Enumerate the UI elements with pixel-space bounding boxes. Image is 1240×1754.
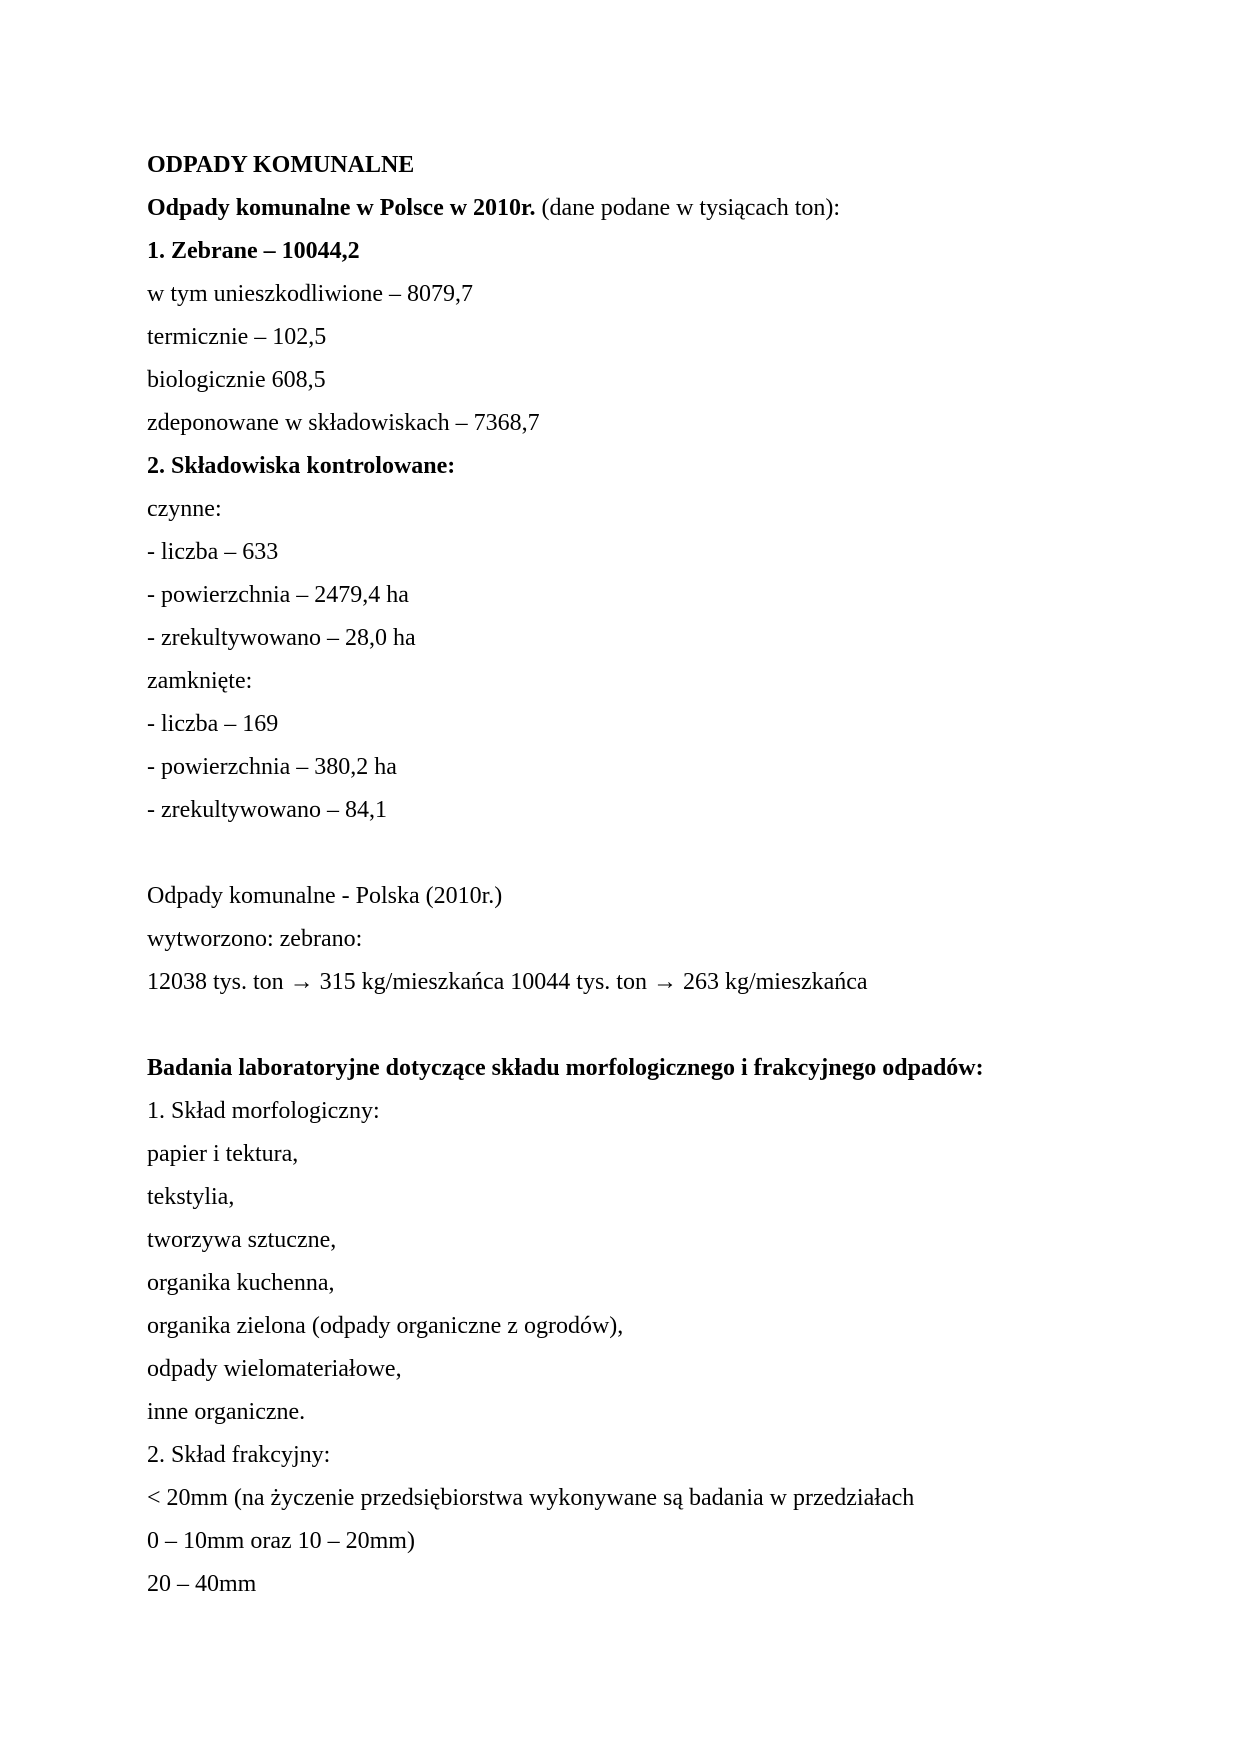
active-item: - liczba – 633	[147, 539, 279, 565]
morph-item: odpady wielomateriałowe,	[147, 1356, 402, 1382]
intro-line	[147, 187, 1147, 230]
lab-heading: Badania laboratoryjne dotyczące składu morfologicznego i frakcyjnego odpadów:	[147, 1055, 984, 1081]
morph-item: papier i tektura,	[147, 1141, 299, 1167]
frac-heading: 2. Skład frakcyjny:	[147, 1442, 331, 1468]
intro-normal: (dane podane w tysiącach ton):	[535, 195, 841, 221]
morph-item: tworzywa sztuczne,	[147, 1227, 337, 1253]
closed-label: zamknięte:	[147, 668, 253, 694]
frac-item: 20 – 40mm	[147, 1571, 257, 1597]
document-title: ODPADY KOMUNALNE	[147, 152, 415, 178]
section1-line: biologicznie 608,5	[147, 367, 326, 393]
active-label: czynne:	[147, 496, 222, 522]
section1-heading: 1. Zebrane – 10044,2	[147, 238, 360, 264]
frac-item: < 20mm (na życzenie przedsiębiorstwa wykonywane są badania w przedziałach	[147, 1485, 915, 1511]
morph-item: inne organiczne.	[147, 1399, 306, 1425]
section1-line: zdeponowane w składowiskach – 7368,7	[147, 410, 540, 436]
summary-title: Odpady komunalne - Polska (2010r.)	[147, 883, 503, 909]
active-item: - powierzchnia – 2479,4 ha	[147, 582, 409, 608]
section1-line: w tym unieszkodliwione – 8079,7	[147, 281, 473, 307]
morph-heading: 1. Skład morfologiczny:	[147, 1098, 380, 1124]
closed-item: - liczba – 169	[147, 711, 279, 737]
spacer	[147, 1004, 1147, 1047]
intro-bold: Odpady komunalne w Polsce w 2010r.	[147, 195, 536, 221]
active-item: - zrekultywowano – 28,0 ha	[147, 625, 416, 651]
morph-item: tekstylia,	[147, 1184, 235, 1210]
section1-line: termicznie – 102,5	[147, 324, 327, 350]
closed-item: - zrekultywowano – 84,1	[147, 797, 387, 823]
morph-item: organika kuchenna,	[147, 1270, 335, 1296]
morph-item: organika zielona (odpady organiczne z ogrodów),	[147, 1313, 624, 1339]
summary-values: 12038 tys. ton → 315 kg/mieszkańca 10044 tys. ton → 263 kg/mieszkańca	[147, 969, 868, 995]
closed-item: - powierzchnia – 380,2 ha	[147, 754, 397, 780]
summary-labels: wytworzono: zebrano:	[147, 926, 363, 952]
section2-heading: 2. Składowiska kontrolowane:	[147, 453, 456, 479]
spacer	[147, 832, 1147, 875]
frac-item: 0 – 10mm oraz 10 – 20mm)	[147, 1528, 415, 1554]
document-body	[147, 144, 1147, 1606]
